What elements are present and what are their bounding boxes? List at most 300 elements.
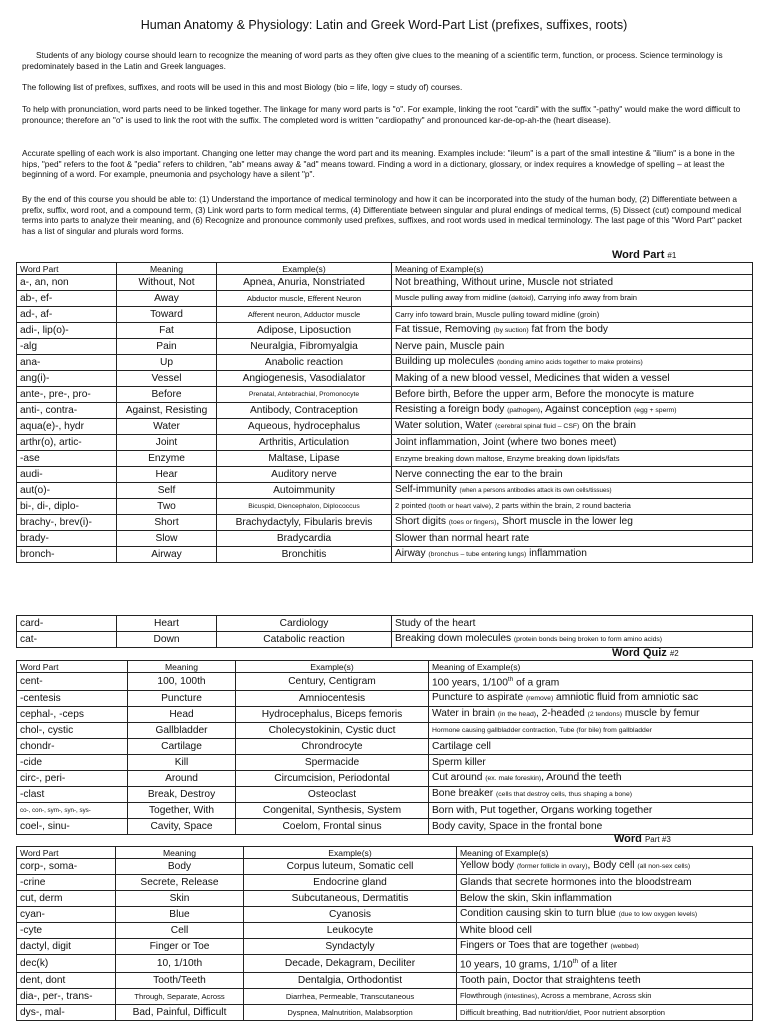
table-header-row	[17, 661, 753, 673]
table-row	[17, 803, 753, 819]
example-meaning-text: Before birth, Before the upper arm, Before the monocyte is mature	[395, 388, 694, 400]
word-part-cell-text: bronch-	[20, 548, 55, 560]
example-meaning-note: (bonding amino acids together to make proteins)	[496, 359, 643, 366]
example-cell-text: Anabolic reaction	[264, 356, 344, 368]
meaning-cell-text: Through, Separate, Across	[134, 991, 225, 1001]
meaning-cell-text: 10, 1/10th	[156, 957, 203, 969]
intro-paragraph-5: By the end of this course you should be able to: (1) Understand the importance of medical terminology and how it can be incorporated into the study of the human body, (2) Differentiate between a prefix, suffix, word root, and a compound term, (3) Link word parts to form medical terms, (4) Differentiate between singular and plural endings of medical terms, (5) Dissect (cut) compound medical terms into parts to analyze their meaning, and (6) Recognize and pronounce commonly used prefixes, suffixes, and root words used in medical terminology. The last page of this "Word Part" packet has a list of singular and plurals word forms.	[22, 194, 742, 236]
example-meaning-cell	[457, 891, 753, 907]
word-part-cell-text: dactyl, digit	[20, 940, 71, 952]
meaning-cell-text: Gallbladder	[155, 724, 208, 736]
example-meaning-cell	[392, 323, 753, 339]
example-meaning-text: White blood cell	[460, 924, 532, 936]
word-part-cell-text: aut(o)-	[20, 484, 51, 496]
example-meaning-text: Enzyme breaking down maltose, Enzyme breaking down lipids/fats	[395, 453, 620, 463]
example-cell-text: Diarrhea, Permeable, Transcutaneous	[285, 991, 415, 1001]
table-row	[17, 531, 753, 547]
example-cell	[244, 859, 457, 875]
table-row	[17, 616, 753, 632]
example-meaning-note: th	[507, 676, 514, 683]
meaning-cell-text: Slow	[155, 532, 178, 544]
meaning-cell-text: Short	[154, 516, 179, 528]
word-part-cell-text: aqua(e)-, hydr	[20, 420, 84, 432]
intro-paragraph-1: Students of any biology course should learn to recognize the meaning of word parts as they often give clues to the meaning of a scientific term, function, or process. Science terminology is predominately based in the Latin and Greek languages.	[22, 50, 723, 71]
meaning-cell	[117, 435, 217, 451]
word-part-cell-text: cat-	[20, 633, 37, 645]
example-cell-text: Afferent neuron, Adductor muscle	[247, 309, 361, 319]
word-part-cell-text: co-, con-, sym-, syn-, sys-	[20, 807, 91, 815]
example-cell	[217, 547, 392, 563]
example-cell	[244, 989, 457, 1005]
example-meaning-text: Body cavity, Space in the frontal bone	[432, 820, 603, 832]
meaning-cell-text: Fat	[159, 324, 174, 336]
meaning-cell-text: Cavity, Space	[150, 820, 213, 832]
meaning-cell	[117, 483, 217, 499]
word-part-cell	[17, 355, 117, 371]
example-meaning-cell	[429, 723, 753, 739]
example-cell	[244, 939, 457, 955]
table-row	[17, 499, 753, 515]
example-meaning-cell	[392, 275, 753, 291]
column-header-examples: Example(s)	[217, 263, 392, 275]
word-part-cell	[17, 787, 128, 803]
word-part-cell	[17, 771, 128, 787]
example-meaning-note: (by suction)	[493, 327, 529, 334]
word-part-cell	[17, 323, 117, 339]
word-part-cell-text: ante-, pre-, pro-	[20, 388, 91, 400]
example-cell	[217, 632, 392, 648]
example-cell-text: Coelom, Frontal sinus	[282, 820, 382, 832]
example-meaning-cell	[392, 483, 753, 499]
example-meaning-note: (pathogen)	[507, 407, 541, 414]
word-part-cell-text: ad-, af-	[20, 308, 53, 320]
word-part-cell-text: ana-	[20, 356, 41, 368]
example-meaning-cell	[429, 787, 753, 803]
column-header-examples: Example(s)	[236, 661, 429, 673]
example-meaning-cell	[429, 803, 753, 819]
example-cell-text: Antibody, Contraception	[250, 404, 358, 416]
meaning-cell	[128, 755, 236, 771]
meaning-cell-text: Down	[153, 633, 180, 645]
example-meaning-cell	[392, 387, 753, 403]
example-cell	[244, 923, 457, 939]
example-meaning-text: inflammation	[526, 548, 587, 559]
table-row	[17, 291, 753, 307]
table-row	[17, 907, 753, 923]
example-cell-text: Angiogenesis, Vasodialator	[242, 372, 366, 384]
table-row	[17, 955, 753, 973]
example-meaning-note: (cerebral spinal fluid – CSF)	[495, 423, 580, 430]
word-part-cell	[17, 387, 117, 403]
example-cell	[217, 291, 392, 307]
example-meaning-text: Study of the heart	[395, 617, 476, 629]
meaning-cell	[117, 419, 217, 435]
example-cell-text: Chrondrocyte	[301, 740, 363, 752]
example-cell	[236, 787, 429, 803]
intro-paragraph-4: Accurate spelling of each work is also important. Changing one letter may change the word part and its meaning. Examples include: "ileum" is a part of the small intestine & "ilium" is a bone in the hips, "ped" refers to the foot & "pedia" refers to children, "ab" means away & "ad" means toward. Finding a word in a dictionary, glossary, or index requires a knowledge of spelling – at least the beginning of a word. For example, pneumonia and psychology have a silent "p".	[22, 148, 735, 180]
meaning-cell-text: Away	[154, 292, 179, 304]
example-cell-text: Osteoclast	[307, 788, 357, 800]
word-part-cell-text: chondr-	[20, 740, 55, 752]
example-cell-text: Maltase, Lipase	[268, 452, 340, 464]
word-part-cell-text: coel-, sinu-	[20, 820, 70, 832]
example-meaning-cell	[457, 939, 753, 955]
example-meaning-text: Nerve connecting the ear to the brain	[395, 468, 563, 480]
example-cell	[217, 467, 392, 483]
example-cell	[236, 819, 429, 835]
word-part-cell-text: corp-, soma-	[20, 860, 78, 872]
example-meaning-cell	[429, 755, 753, 771]
meaning-cell	[117, 387, 217, 403]
example-cell-text: Amniocentesis	[298, 692, 366, 704]
example-meaning-cell	[457, 955, 753, 973]
word-part-cell-text: dec(k)	[20, 957, 49, 969]
section-2-heading	[612, 647, 679, 659]
example-cell-text: Congenital, Synthesis, System	[262, 804, 402, 816]
meaning-cell-text: Up	[159, 356, 174, 368]
table-row	[17, 989, 753, 1005]
table-row	[17, 1005, 753, 1021]
meaning-cell	[116, 907, 244, 923]
meaning-cell	[117, 515, 217, 531]
example-meaning-text: Cut around	[432, 772, 486, 784]
meaning-cell-text: Body	[167, 860, 192, 872]
example-meaning-cell	[392, 451, 753, 467]
meaning-cell-text: Break, Destroy	[147, 788, 216, 800]
intro-paragraph-3: To help with pronunciation, word parts need to be linked together. The linkage for many word parts is "o". For example, linking the root "cardi" with the suffix "-pathy" would make the word difficult to pronounce; therefore an "o" is used to link the root with the suffix. The completed word is written "cardiopathy" and pronounced kar-de-op-ah-the (heart disease).	[22, 104, 741, 125]
example-meaning-text: Resisting a foreign body	[395, 404, 508, 415]
example-cell	[236, 771, 429, 787]
table-row	[17, 939, 753, 955]
meaning-cell-text: Finger or Toe	[149, 940, 210, 952]
word-part-cell	[17, 723, 128, 739]
column-header-meaning: Meaning	[116, 847, 244, 859]
example-cell-text: Circumcision, Periodontal	[274, 772, 390, 784]
meaning-cell	[117, 355, 217, 371]
example-meaning-cell	[392, 419, 753, 435]
example-meaning-text: , Around the teeth	[541, 772, 622, 784]
example-meaning-text: Slower than normal heart rate	[395, 532, 530, 544]
column-header-meaning-of-examples: Meaning of Example(s)	[429, 661, 753, 673]
meaning-cell	[117, 632, 217, 648]
meaning-cell	[116, 955, 244, 973]
word-part-cell-text: card-	[20, 617, 44, 629]
meaning-cell-text: Pain	[156, 340, 177, 352]
example-meaning-cell	[392, 403, 753, 419]
example-meaning-text: 10 years, 10 grams, 1/10	[460, 959, 573, 971]
example-meaning-cell	[457, 907, 753, 923]
word-part-cell-text: dys-, mal-	[20, 1006, 65, 1018]
word-part-cell	[17, 307, 117, 323]
table-row	[17, 403, 753, 419]
meaning-cell	[116, 875, 244, 891]
example-cell-text: Dyspnea, Malnutrition, Malabsorption	[287, 1007, 413, 1017]
example-cell	[236, 723, 429, 739]
meaning-cell-text: Enzyme	[148, 452, 185, 464]
word-part-cell	[17, 632, 117, 648]
word-part-cell	[17, 989, 116, 1005]
example-cell-text: Cyanosis	[329, 908, 371, 920]
word-part-cell-text: ab-, ef-	[20, 292, 53, 304]
meaning-cell	[128, 739, 236, 755]
word-part-cell	[17, 547, 117, 563]
example-cell-text: Leukocyte	[326, 924, 374, 936]
example-meaning-cell	[392, 515, 753, 531]
table-row	[17, 891, 753, 907]
example-cell	[217, 435, 392, 451]
page-title: Human Anatomy & Physiology: Latin and Greek Word-Part List (prefixes, suffixes, roots)	[140, 18, 628, 32]
example-cell	[217, 616, 392, 632]
example-meaning-note: (intestines)	[503, 993, 538, 1001]
section-1-heading-text: Word Part	[612, 249, 665, 261]
table-row	[17, 307, 753, 323]
meaning-cell	[128, 771, 236, 787]
example-meaning-text: Water solution, Water	[395, 420, 496, 431]
meaning-cell-text: Joint	[155, 436, 178, 448]
column-header-meaning: Meaning	[128, 661, 236, 673]
example-cell-text: Auditory nerve	[271, 468, 337, 480]
meaning-cell-text: Self	[157, 484, 176, 496]
example-cell-text: Cardiology	[279, 617, 329, 629]
example-cell	[244, 891, 457, 907]
meaning-cell	[117, 403, 217, 419]
example-cell-text: Aqueous, hydrocephalus	[247, 420, 361, 432]
example-meaning-text: Water in brain	[432, 708, 498, 720]
example-cell	[217, 451, 392, 467]
word-part-cell-text: cephal-, -ceps	[20, 708, 84, 720]
word-part-cell-text: -alg	[20, 340, 37, 352]
example-cell	[217, 419, 392, 435]
table-row	[17, 771, 753, 787]
example-cell	[236, 691, 429, 707]
example-meaning-text: Short digits	[395, 516, 449, 527]
example-meaning-cell	[429, 691, 753, 707]
word-part-cell-text: dia-, per-, trans-	[20, 990, 93, 1002]
word-part-cell	[17, 973, 116, 989]
example-meaning-cell	[457, 875, 753, 891]
example-meaning-text: Making of a new blood vessel, Medicines that widen a vessel	[395, 372, 670, 384]
table-row	[17, 739, 753, 755]
word-part-cell-text: bi-, di-, diplo-	[20, 500, 79, 512]
example-meaning-cell	[392, 355, 753, 371]
example-meaning-cell	[392, 339, 753, 355]
table-row	[17, 723, 753, 739]
example-meaning-note: (when a persons antibodies attack its own cells/tissues)	[459, 487, 612, 494]
example-meaning-text: 2 pointed	[395, 501, 429, 510]
column-header-word-part: Word Part	[17, 847, 116, 859]
meaning-cell-text: Hear	[155, 468, 178, 480]
meaning-cell-text: Cartilage	[161, 740, 202, 752]
word-part-cell-text: anti-, contra-	[20, 404, 78, 416]
meaning-cell-text: Airway	[151, 548, 182, 560]
word-part-cell	[17, 291, 117, 307]
example-cell	[244, 907, 457, 923]
table-row	[17, 483, 753, 499]
meaning-cell-text: Head	[169, 708, 194, 720]
meaning-cell-text: Puncture	[161, 692, 202, 704]
meaning-cell	[117, 467, 217, 483]
example-meaning-text: , Across a membrane, Across skin	[537, 991, 652, 1001]
example-meaning-text: Bone breaker	[432, 788, 496, 800]
example-meaning-text: Puncture to aspirate	[432, 692, 527, 704]
example-meaning-note: (due to low oxygen levels)	[618, 911, 698, 918]
meaning-cell	[117, 323, 217, 339]
example-cell	[217, 499, 392, 515]
word-part-cell	[17, 451, 117, 467]
example-cell	[217, 483, 392, 499]
example-cell-text: Cholecystokinin, Cystic duct	[268, 724, 396, 736]
example-meaning-cell	[457, 973, 753, 989]
example-meaning-note: (cells that destroy cells, thus shaping a bone)	[496, 791, 633, 799]
word-part-table-3	[16, 846, 753, 1021]
example-meaning-text: Yellow body	[460, 860, 517, 871]
example-cell-text: Prenatal, Antebrachial, Promonocyte	[248, 391, 360, 398]
example-meaning-text: , 2-headed	[536, 708, 588, 720]
word-part-cell-text: -ase	[20, 452, 40, 464]
example-meaning-text: Flowthrough	[460, 991, 504, 1001]
meaning-cell	[117, 531, 217, 547]
word-part-cell	[17, 1005, 116, 1021]
word-part-cell-text: arthr(o), artic-	[20, 436, 82, 448]
meaning-cell-text: Cell	[170, 924, 189, 936]
example-meaning-text: Self-immunity	[395, 484, 460, 495]
word-part-cell-text: a-, an, non	[20, 276, 69, 288]
word-part-cell	[17, 467, 117, 483]
table-row	[17, 875, 753, 891]
example-meaning-note: (toes or fingers)	[448, 519, 497, 526]
word-part-cell-text: -cide	[20, 756, 43, 768]
example-meaning-text: Below the skin, Skin inflammation	[460, 892, 612, 904]
example-meaning-text: Condition causing skin to turn blue	[460, 908, 619, 919]
section-3-heading-text: Word	[614, 833, 642, 845]
example-meaning-text: Sperm killer	[432, 756, 486, 768]
table-row	[17, 435, 753, 451]
meaning-cell-text: Vessel	[151, 372, 182, 384]
example-meaning-cell	[457, 923, 753, 939]
meaning-cell	[117, 547, 217, 563]
word-part-cell	[17, 819, 128, 835]
example-meaning-text: of a gram	[513, 677, 560, 689]
example-cell-text: Brachydactyly, Fibularis brevis	[235, 516, 373, 528]
word-part-table-2	[16, 660, 753, 835]
word-part-cell	[17, 483, 117, 499]
word-part-cell-text: chol-, cystic	[20, 724, 74, 736]
example-meaning-text: Glands that secrete hormones into the bloodstream	[460, 876, 692, 888]
example-meaning-text: , Body cell	[587, 860, 638, 871]
example-meaning-cell	[392, 435, 753, 451]
table-row	[17, 973, 753, 989]
meaning-cell	[117, 616, 217, 632]
word-part-cell	[17, 923, 116, 939]
example-cell	[244, 875, 457, 891]
meaning-cell-text: Blue	[169, 908, 190, 920]
example-meaning-text: Carry info toward brain, Muscle pulling toward midline (groin)	[395, 309, 600, 319]
example-meaning-cell	[392, 467, 753, 483]
meaning-cell	[128, 707, 236, 723]
column-header-meaning-of-examples: Meaning of Example(s)	[457, 847, 753, 859]
example-cell	[217, 339, 392, 355]
meaning-cell	[116, 859, 244, 875]
example-meaning-cell	[392, 531, 753, 547]
section-2-heading-number: #2	[669, 649, 679, 658]
example-cell	[217, 371, 392, 387]
example-meaning-note: (2 tendons)	[587, 711, 622, 719]
meaning-cell-text: Tooth/Teeth	[153, 974, 206, 986]
example-meaning-note: (all non-sex cells)	[637, 863, 691, 870]
word-part-table-1-continued	[16, 615, 753, 648]
word-part-cell-text: audi-	[20, 468, 43, 480]
meaning-cell	[116, 1005, 244, 1021]
meaning-cell	[128, 673, 236, 691]
word-part-cell-text: circ-, peri-	[20, 772, 66, 784]
example-meaning-note: (webbed)	[610, 943, 639, 950]
example-cell-text: Neuralgia, Fibromyalgia	[250, 340, 358, 352]
table-row	[17, 673, 753, 691]
word-part-table-1	[16, 262, 753, 563]
table-row	[17, 859, 753, 875]
example-meaning-text: Difficult breathing, Bad nutrition/diet, Poor nutrient absorption	[460, 1007, 666, 1017]
example-cell-text: Subcutaneous, Dermatitis	[291, 892, 409, 904]
column-header-examples: Example(s)	[244, 847, 457, 859]
example-cell-text: Arthritis, Articulation	[258, 436, 350, 448]
word-part-cell-text: dent, dont	[20, 974, 66, 986]
example-meaning-text: Building up molecules	[395, 356, 497, 367]
word-part-cell	[17, 419, 117, 435]
intro-paragraph-2: The following list of prefixes, suffixes, and roots will be used in this and most Biology (bio = life, logy = study of) courses.	[22, 82, 463, 92]
example-meaning-note: (in the head)	[497, 711, 537, 719]
word-part-cell	[17, 691, 128, 707]
table-row	[17, 467, 753, 483]
example-cell	[236, 739, 429, 755]
word-part-cell	[17, 531, 117, 547]
example-cell	[244, 973, 457, 989]
word-part-cell	[17, 955, 116, 973]
example-meaning-cell	[392, 291, 753, 307]
example-meaning-text: Cartilage cell	[432, 740, 491, 752]
example-cell	[217, 531, 392, 547]
example-meaning-cell	[392, 616, 753, 632]
column-header-word-part: Word Part	[17, 263, 117, 275]
word-part-cell	[17, 673, 128, 691]
meaning-cell-text: Together, With	[148, 804, 215, 816]
word-part-cell	[17, 499, 117, 515]
meaning-cell-text: Without, Not	[138, 276, 195, 288]
example-meaning-cell	[457, 1005, 753, 1021]
column-header-meaning: Meaning	[117, 263, 217, 275]
column-header-meaning-of-examples: Meaning of Example(s)	[392, 263, 753, 275]
example-meaning-cell	[429, 739, 753, 755]
meaning-cell	[128, 787, 236, 803]
word-part-cell	[17, 435, 117, 451]
table-row	[17, 707, 753, 723]
meaning-cell-text: Secrete, Release	[140, 876, 219, 888]
word-part-cell	[17, 371, 117, 387]
example-cell-text: Hydrocephalus, Biceps femoris	[261, 708, 403, 720]
word-part-cell	[17, 707, 128, 723]
word-part-cell	[17, 875, 116, 891]
meaning-cell-text: Around	[165, 772, 198, 784]
example-meaning-note: th	[572, 958, 579, 965]
table-row	[17, 755, 753, 771]
example-cell-text: Bronchitis	[281, 548, 327, 560]
example-meaning-text: Fat tissue, Removing	[395, 324, 494, 335]
meaning-cell	[117, 371, 217, 387]
table-row	[17, 371, 753, 387]
example-cell	[236, 755, 429, 771]
table-row	[17, 923, 753, 939]
meaning-cell	[116, 923, 244, 939]
example-meaning-cell	[392, 371, 753, 387]
